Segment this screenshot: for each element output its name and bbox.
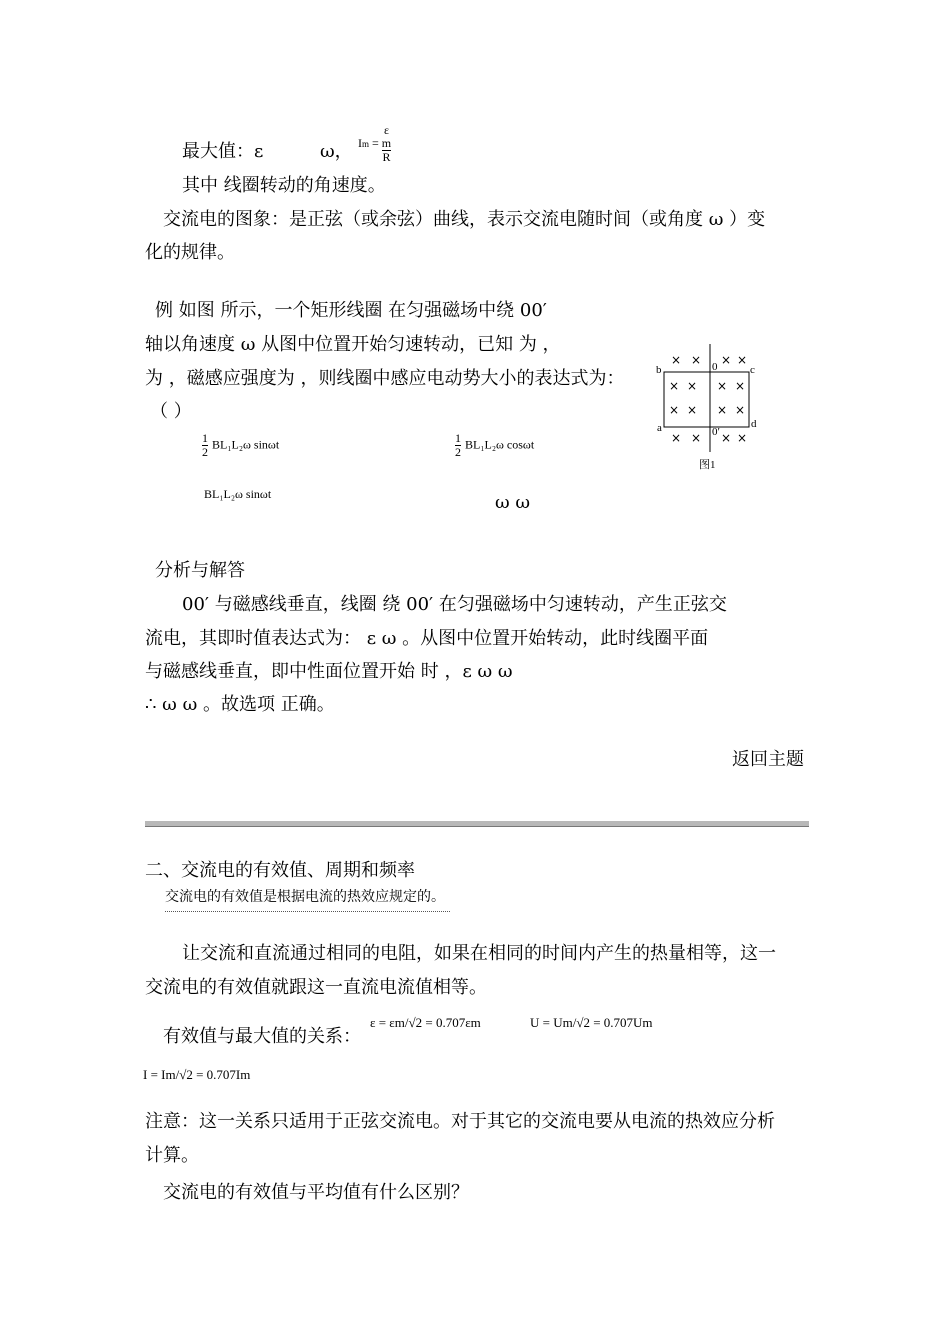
figure-caption: 图1 — [699, 459, 716, 471]
figure-label-d: d — [751, 418, 757, 430]
svg-text:×: × — [721, 353, 732, 367]
figure-label-o-top: 0 — [712, 361, 718, 373]
figure-label-b: b — [656, 364, 662, 376]
section-divider — [145, 821, 809, 827]
option-b: $\frac{1}{2}$ BL₁L₂ω cosωt — [455, 431, 535, 459]
svg-text:×: × — [691, 431, 702, 445]
analysis-heading: 分析与解答 — [155, 560, 245, 581]
analysis-line2: 流电，其即时值表达式为： ε ω 。从图中位置开始转动，此时线圈平面 — [145, 628, 709, 649]
note-line1: 注意：这一关系只适用于正弦交流电。对于其它的交流电要从电流的热效应分析 — [145, 1111, 775, 1132]
effective-value-para-line1: 让交流和直流通过相同的电阻，如果在相同的时间内产生的热量相等，这一 — [182, 943, 776, 964]
graph-desc-line1: 交流电的图象：是正弦（或余弦）曲线，表示交流电随时间（或角度 ω ）变 — [163, 209, 766, 230]
note-line2: 计算。 — [145, 1145, 199, 1166]
svg-text:×: × — [669, 403, 680, 417]
figure-label-o-bottom: 0′ — [712, 426, 720, 438]
im-formula: Im = ε m R — [358, 123, 392, 164]
svg-text:×: × — [737, 353, 748, 367]
option-a: $\frac{1}{2}$ BL₁L₂ω sinωt — [202, 431, 280, 459]
example-line1: 例 如图 所示，一个矩形线圈 在匀强磁场中绕 00′ — [155, 300, 547, 321]
formula-u: U = Um/√2 = 0.707Um — [530, 1015, 653, 1030]
question-line: 交流电的有效值与平均值有什么区别？ — [163, 1182, 469, 1203]
analysis-line1: 00′ 与磁感线垂直，线圈 绕 00′ 在匀强磁场中匀速转动，产生正弦交 — [182, 594, 727, 615]
relation-label: 有效值与最大值的关系： — [163, 1026, 361, 1047]
figure-label-c: c — [750, 364, 755, 376]
svg-text:×: × — [717, 403, 728, 417]
subheading-underline — [165, 911, 450, 912]
svg-text:×: × — [671, 431, 682, 445]
analysis-line3: 与磁感线垂直，即中性面位置开始 时 ，ε ω ω — [145, 661, 513, 682]
svg-text:×: × — [671, 353, 682, 367]
coil-figure — [655, 342, 765, 472]
svg-text:×: × — [691, 353, 702, 367]
option-d: ω ω — [495, 492, 531, 513]
svg-text:×: × — [687, 403, 698, 417]
example-line2: 轴以角速度 ω 从图中位置开始匀速转动，已知 为 ， — [145, 334, 561, 355]
svg-text:×: × — [721, 431, 732, 445]
formula-i: I = Im/√2 = 0.707Im — [143, 1067, 251, 1082]
example-line4: （ ） — [150, 401, 192, 422]
graph-desc-line2: 化的规律。 — [145, 242, 235, 263]
option-c: BL₁L₂ω sinωt — [204, 487, 272, 501]
effective-value-para-line2: 交流电的有效值就跟这一直流电流值相等。 — [145, 977, 487, 998]
analysis-line4: ∴ ω ω 。故选项 正确。 — [145, 694, 335, 715]
example-line3: 为 ，磁感应强度为 ，则线圈中感应电动势大小的表达式为： — [145, 368, 625, 389]
max-value-label: 最大值：ε — [182, 141, 264, 162]
section2-subheading: 交流电的有效值是根据电流的热效应规定的。 — [165, 889, 445, 905]
figure-label-a: a — [657, 422, 662, 434]
formula-e: ε = εm/√2 = 0.707εm — [370, 1015, 481, 1030]
svg-text:×: × — [717, 379, 728, 393]
svg-text:×: × — [669, 379, 680, 393]
omega-note: 其中 线圈转动的角速度。 — [182, 175, 386, 196]
omega-symbol: ω， — [320, 141, 353, 162]
back-to-topic-link[interactable]: 返回主题 — [732, 749, 804, 770]
section2-heading: 二、交流电的有效值、周期和频率 — [145, 860, 415, 881]
svg-text:×: × — [735, 403, 746, 417]
svg-text:×: × — [687, 379, 698, 393]
svg-text:×: × — [735, 379, 746, 393]
svg-text:×: × — [737, 431, 748, 445]
